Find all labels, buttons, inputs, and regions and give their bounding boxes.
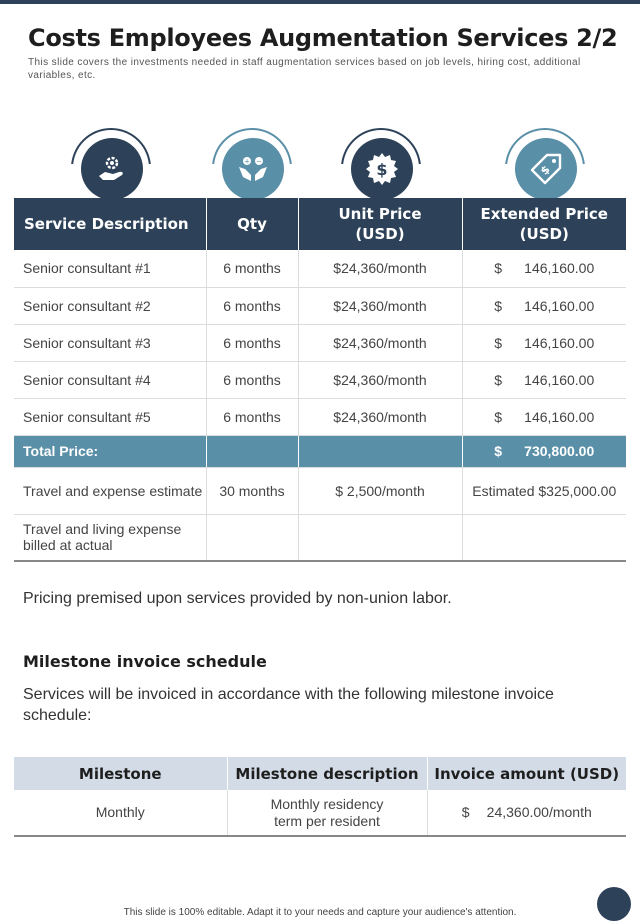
total-empty-cell (206, 435, 298, 467)
table-row (14, 250, 626, 287)
dollar-badge-icon (351, 138, 413, 200)
milestone-table (14, 757, 626, 837)
unit-price-cell: $ 2,500/month (298, 467, 462, 514)
service-cell: Senior consultant #4 (14, 361, 206, 398)
service-icon-group (66, 128, 156, 204)
top-rule (0, 0, 640, 4)
milestone-cell: Monthly (14, 790, 227, 836)
extended-price-cell: $ 146,160.00 (462, 324, 626, 361)
qty-cell: 6 months (206, 250, 298, 287)
page-subtitle: This slide covers the investments needed in staff augmentation services based on job levels, hiring cost, additional variables, etc. (28, 57, 581, 81)
header-service: Service Description (14, 198, 206, 250)
gear-hand-icon (81, 138, 143, 200)
table-row (14, 514, 626, 561)
table-row (14, 287, 626, 324)
extended-price-cell: $ 146,160.00 (462, 250, 626, 287)
service-cell: Senior consultant #3 (14, 324, 206, 361)
table-row (14, 361, 626, 398)
milestone-text: Services will be invoiced in accordance with the following milestone invoice schedule: (23, 686, 554, 724)
unit-price-cell: $24,360/month (298, 287, 462, 324)
total-row (14, 435, 626, 467)
header-unit-price: Unit Price (USD) (298, 198, 462, 250)
people-hand-icon (222, 138, 284, 200)
milestone-heading: Milestone invoice schedule (23, 652, 267, 671)
extended-price-icon-group (500, 128, 590, 204)
unit-price-cell: $24,360/month (298, 398, 462, 435)
milestone-description-cell: Monthly residency term per resident (227, 790, 427, 836)
svg-text:+: + (244, 157, 250, 166)
page-title: Costs Employees Augmentation Services 2/2 (28, 24, 618, 52)
qty-cell: 6 months (206, 398, 298, 435)
service-cell: Senior consultant #2 (14, 287, 206, 324)
qty-cell (206, 514, 298, 561)
extended-price-cell: $ 146,160.00 (462, 398, 626, 435)
qty-cell: 30 months (206, 467, 298, 514)
service-cell: Senior consultant #1 (14, 250, 206, 287)
unit-price-icon-group (336, 128, 426, 204)
cost-table-header (14, 198, 626, 250)
service-cell: Senior consultant #5 (14, 398, 206, 435)
cost-table (14, 198, 626, 562)
unit-price-cell: $24,360/month (298, 361, 462, 398)
service-cell: Travel and living expense billed at actual (14, 514, 206, 561)
pricing-note: Pricing premised upon services provided by non-union labor. (23, 590, 452, 607)
header-milestone: Milestone (14, 757, 227, 790)
qty-icon-group (207, 128, 297, 204)
table-row (14, 467, 626, 514)
svg-text:$: $ (538, 163, 553, 178)
extended-price-cell: $ 146,160.00 (462, 287, 626, 324)
qty-cell: 6 months (206, 324, 298, 361)
header-qty: Qty (206, 198, 298, 250)
header-milestone-description: Milestone description (227, 757, 427, 790)
footer-note: This slide is 100% editable. Adapt it to your needs and capture your audience's attention. (123, 907, 517, 918)
service-cell: Travel and expense estimate (14, 467, 206, 514)
table-row (14, 790, 626, 836)
qty-cell: 6 months (206, 287, 298, 324)
unit-price-cell (298, 514, 462, 561)
table-row (14, 324, 626, 361)
extended-price-cell (462, 514, 626, 561)
svg-text:−: − (256, 157, 262, 166)
extended-price-cell: Estimated $325,000.00 (462, 467, 626, 514)
milestone-table-header (14, 757, 626, 790)
header-invoice-amount: Invoice amount (USD) (427, 757, 626, 790)
price-tag-icon (515, 138, 577, 200)
total-value: $ 730,800.00 (462, 435, 626, 467)
corner-decoration (597, 887, 631, 921)
unit-price-cell: $24,360/month (298, 250, 462, 287)
extended-price-cell: $ 146,160.00 (462, 361, 626, 398)
unit-price-cell: $24,360/month (298, 324, 462, 361)
svg-text:$: $ (376, 160, 388, 179)
table-row (14, 398, 626, 435)
invoice-amount-cell: $ 24,360.00/month (427, 790, 626, 836)
header-extended-price: Extended Price (USD) (462, 198, 626, 250)
total-empty-cell (298, 435, 462, 467)
total-label: Total Price: (14, 435, 206, 467)
qty-cell: 6 months (206, 361, 298, 398)
